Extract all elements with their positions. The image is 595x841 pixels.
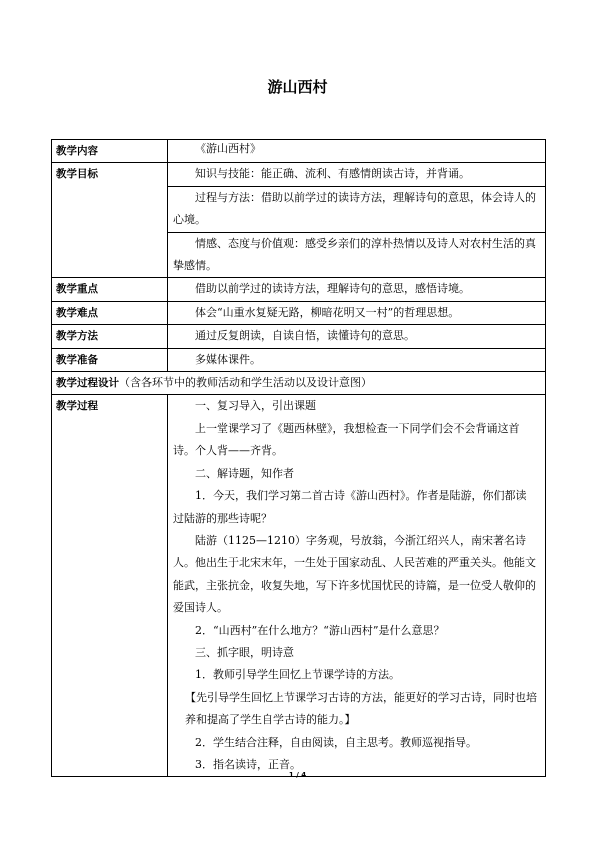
row-design (52, 372, 546, 395)
row-goals (52, 163, 546, 278)
value-content: 《游山西村》 (168, 140, 546, 163)
value-goals (168, 163, 546, 278)
row-difficulty (52, 301, 546, 324)
label-prep: 教学准备 (52, 348, 168, 371)
value-difficulty: 体会“山重水复疑无路，柳暗花明又一村”的哲理思想。 (168, 301, 546, 324)
row-process (52, 395, 546, 777)
label-process: 教学过程 (52, 395, 168, 777)
process-paragraph: 2．学生结合注释，自由阅读，自主思考。教师巡视指导。 (195, 735, 477, 749)
process-paragraph: 1．今天，我们学习第二首古诗《游山西村》。作者是陆游，你们都读过陆游的那些诗呢？ (173, 489, 527, 525)
lesson-plan-table (51, 139, 546, 777)
value-method: 通过反复朗读，自读自悟，读懂诗句的意思。 (168, 325, 546, 348)
process-paragraph: 一、复习导入，引出课题 (195, 399, 316, 413)
value-process (168, 395, 546, 777)
row-prep (52, 348, 546, 371)
row-content (52, 140, 546, 163)
label-difficulty: 教学难点 (52, 301, 168, 324)
goal-process: 过程与方法：借助以前学过的读诗方法，理解诗句的意思，体会诗人的心境。 (168, 187, 545, 233)
label-goals: 教学目标 (52, 163, 168, 278)
design-note: （含各环节中的教师活动和学生活动以及设计意图） (119, 376, 372, 390)
process-paragraph: 陆游（1125—1210）字务观，号放翁，今浙江绍兴人，南宋著名诗人。他出生于北宋末年，一生处于国家动乱、人民苦难的严重关头。他能文能武，主张抗金，收复失地，写下许多忧国忧民的诗篇，是一位受人敬仰的爱国诗人。 (173, 533, 536, 615)
process-paragraph: 三、抓字眼，明诗意 (195, 645, 294, 659)
page-number: 1 / 4 (288, 771, 307, 779)
label-method: 教学方法 (52, 325, 168, 348)
label-content: 教学内容 (52, 140, 168, 163)
process-paragraph: 3．指名读诗，正音。 (195, 757, 301, 771)
design-header (52, 372, 546, 395)
value-prep: 多媒体课件。 (168, 348, 546, 371)
process-paragraph: 二、解诗题，知作者 (195, 466, 294, 480)
label-key: 教学重点 (52, 278, 168, 301)
value-key: 借助以前学过的读诗方法，理解诗句的意思，感悟诗境。 (168, 278, 546, 301)
process-paragraph: 1．教师引导学生回忆上节课学诗的方法。 (195, 668, 400, 682)
label-design: 教学过程设计 (56, 377, 119, 390)
process-paragraph: 上一堂课学习了《题西林壁》，我想检查一下同学们会不会背诵这首诗。个人背——齐背。 (173, 421, 520, 458)
process-paragraph: 【先引导学生回忆上节课学习古诗的方法，能更好的学习古诗，同时也培养和提高了学生自学古诗的能力。】 (185, 690, 537, 727)
row-key (52, 278, 546, 301)
page-title: 游山西村 (267, 78, 328, 96)
goal-knowledge: 知识与技能：能正确、流利、有感情朗读古诗，并背诵。 (168, 163, 545, 186)
process-paragraph: 2．“山西村”在什么地方？“游山西村”是什么意思？ (195, 623, 445, 637)
row-method (52, 325, 546, 348)
goal-emotion: 情感、态度与价值观：感受乡亲们的淳朴热情以及诗人对农村生活的真挚感情。 (173, 236, 536, 273)
